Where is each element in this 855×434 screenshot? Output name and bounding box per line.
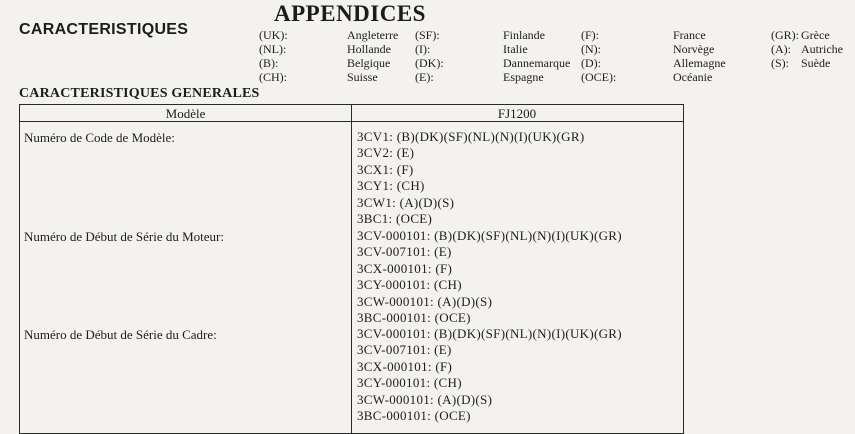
table-value: 3CX1: (F) — [357, 161, 414, 177]
country-name: Angleterre — [347, 28, 399, 42]
model-code-values — [357, 129, 584, 227]
country-legend — [259, 28, 855, 84]
country-code: (OCE): — [581, 70, 617, 84]
country-code: (A): — [771, 42, 791, 56]
country-code: (NL): — [259, 42, 287, 56]
table-value: 3CX-000101: (F) — [357, 260, 453, 276]
frame-serial-values — [357, 326, 622, 424]
country-name — [801, 70, 855, 84]
column-divider — [351, 105, 352, 433]
country-name: Suède — [801, 56, 831, 70]
country-code: (S): — [771, 56, 789, 70]
country-name: Autriche — [801, 42, 843, 56]
table-value: 3CW-000101: (A)(D)(S) — [357, 391, 493, 407]
country-code: (DK): — [415, 56, 444, 70]
country-name: Hollande — [347, 42, 391, 56]
table-value: 3CW1: (A)(D)(S) — [357, 194, 455, 210]
table-value: 3CV-007101: (E) — [357, 342, 452, 358]
country-code: (SF): — [415, 28, 440, 42]
country-name: Grèce — [801, 28, 830, 42]
row-label-engine-serial: Numéro de Début de Série du Moteur: — [24, 229, 225, 244]
table-value: 3CX-000101: (F) — [357, 358, 453, 374]
country-code: (E): — [415, 70, 434, 84]
country-name: Norvège — [673, 42, 715, 56]
section-title: CARACTERISTIQUES — [19, 21, 189, 38]
table-value: 3CV-007101: (E) — [357, 244, 452, 260]
country-code: (F): — [581, 28, 599, 42]
country-code: (D): — [581, 56, 601, 70]
table-value: 3BC1: (OCE) — [357, 211, 433, 227]
country-name: France — [673, 28, 706, 42]
table-value: 3BC-000101: (OCE) — [357, 310, 471, 326]
country-code — [771, 70, 801, 84]
country-code: (GR): — [771, 28, 799, 42]
country-name: Belgique — [347, 56, 391, 70]
row-label-model-code: Numéro de Code de Modèle: — [24, 130, 175, 145]
table-value: 3CV-000101: (B)(DK)(SF)(NL)(N)(I)(UK)(GR) — [357, 326, 622, 341]
table-value: 3CV1: (B)(DK)(SF)(NL)(N)(I)(UK)(GR) — [357, 129, 585, 144]
country-code: (UK): — [259, 28, 288, 42]
country-name: Allemagne — [673, 56, 726, 70]
country-code: (N): — [581, 42, 601, 56]
table-value: 3CY-000101: (CH) — [357, 277, 462, 293]
table-value: 3CV2: (E) — [357, 145, 415, 161]
table-value: 3BC-000101: (OCE) — [357, 408, 471, 424]
table-value: 3CY-000101: (CH) — [357, 375, 462, 391]
spec-table — [19, 104, 684, 434]
country-name: Suisse — [347, 70, 378, 84]
table-value: 3CW-000101: (A)(D)(S) — [357, 293, 493, 309]
country-name: Italie — [503, 42, 528, 56]
country-name: Espagne — [503, 70, 544, 84]
subsection-title: CARACTERISTIQUES GENERALES — [19, 86, 260, 101]
country-code: (CH): — [259, 70, 287, 84]
country-code: (B): — [259, 56, 279, 70]
table-value: 3CV-000101: (B)(DK)(SF)(NL)(N)(I)(UK)(GR) — [357, 228, 622, 243]
country-name: Dannemarque — [503, 56, 571, 70]
country-code: (I): — [415, 42, 431, 56]
page-title: APPENDICES — [274, 1, 426, 26]
engine-serial-values — [357, 228, 622, 326]
row-label-frame-serial: Numéro de Début de Série du Cadre: — [24, 327, 217, 342]
header-model: Modèle — [165, 106, 206, 121]
country-name: Finlande — [503, 28, 545, 42]
table-value: 3CY1: (CH) — [357, 178, 425, 194]
country-name: Océanie — [673, 70, 713, 84]
header-fj1200: FJ1200 — [497, 106, 537, 121]
